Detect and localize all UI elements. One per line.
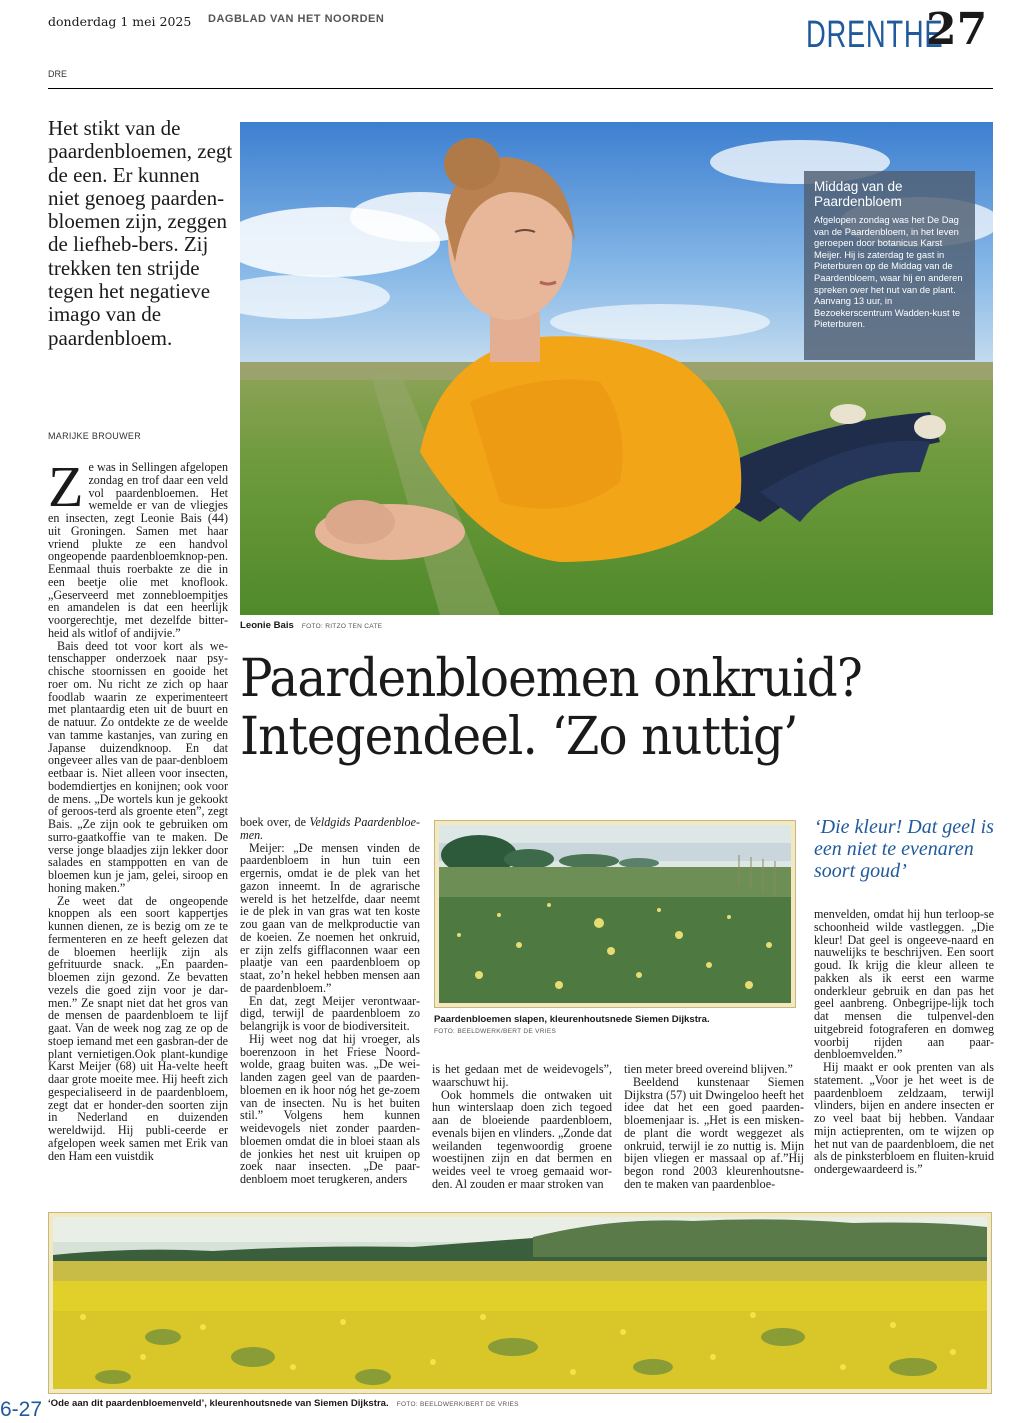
paragraph: Ze weet dat de ongeopende knoppen als een soort kappertjes kunnen dienen, ze is bezig om ze te fermenteren en ze heeft gelezen dat de bloemen heerlijk zijn als gefrituurde snack. „En paarden-bloemen zijn gezond. Ze bevatten vezels die goed zijn voor je dar-men.” Ze snapt niet dat het gros van de mensen de paardenbloem te lijf gaat. Van de week nog zag ze op de stoep iemand met een gasbran-der de plant vernietigen.Ook plant-kundige Karst Meijer (68) uit Ha-velte heeft daar grote moeite mee. Hij heeft zich gespecialiseerd in de paardenbloem, zegt dat er honder-den soorten zijn in Nederland en duizenden wereldwijd. Hij publi-ceerde er afgelopen week samen met Erik van den Ham een vuistdik <box>48 893 228 1163</box>
photo-credit: FOTO: BEELDWERK/BERT DE VRIES <box>396 1401 519 1408</box>
page-number: 27 <box>926 4 988 55</box>
caption-text: Paardenbloemen slapen, kleurenhoutsnede Siemen Dijkstra. <box>434 1014 710 1025</box>
paragraph: Meijer: „De mensen vinden de paardenbloem in hun tuin een ergernis, omdat ie de plek van het gazon inneemt. In de agrarische wereld is het hetzelfde, daar neemt ie de plek in van gras wat ten koste zou gaan van de melkproductie van de koeien. Ze noemen het onkruid, er zijn zelfs gifflaconnen waar een plaatje van een paardenbloem op staat, zo’n hekel hebben mensen aan de paardenbloem.” <box>240 840 420 995</box>
paragraph: Beeldend kunstenaar Siemen Dijkstra (57) uit Dwingeloo heeft het idee dat het een goed paarden-bloemenjaar is. „Het is een misken-de plant die wordt weggezet als onkruid, terwijl ie zo nuttig is. Mijn bijen vliegen er massaal op af.”Hij begon rond 2003 kleurenhoutsne-den te maken van paardenbloe- <box>624 1074 804 1191</box>
region-code: DRE <box>48 69 68 79</box>
sidebar-box <box>804 171 975 360</box>
photo-credit: FOTO: RITZO TEN CATE <box>301 623 383 630</box>
paragraph: e was in Sellingen afgelopen zondag en trof daar een veld vol paardenbloemen. Het wemelde er van de vliegjes en insecten, zegt Leonie Bais (44) uit Groningen. Samen met haar vriend plukte ze een handvol ongeopende paardenbloemknop-pen. Eenmaal thuis roerbakte ze die in een beetje olie met knoflook. „Geserveerd met zonnebloempitjes en amandelen is dat een heerlijk voorgerechtje, met dezelfde bitter-heid als witlof of andijvie.” <box>48 460 228 640</box>
photo-credit: FOTO: BEELDWERK/BERT DE VRIES <box>434 1028 557 1035</box>
paragraph: is het gedaan met de weidevogels”, waarschuwt hij. <box>432 1062 612 1089</box>
woodcut1-caption <box>434 1014 804 1036</box>
headline-line-2: Integendeel. ‘Zo nuttig’ <box>240 707 798 767</box>
drop-cap: Z <box>48 454 84 519</box>
page-reference: 6-27 <box>0 1398 43 1421</box>
issue-date: donderdag 1 mei 2025 <box>48 14 192 29</box>
article-column-2 <box>240 816 420 1186</box>
paragraph: Bais deed tot voor kort als we-tenschapper onderzoek naar psy-chische stoornissen en gooide het roer om. Nu richt ze zich op haar foodlab waarin ze experimenteert met plantaardig eten uit de buurt en de natuur. Zo ontdekte ze de weelde van tamme kastanjes, van zuring en Japanse duizendknoop. En dat ongeveer alles van de paar-denbloem eetbaar is. Niet alleen voor insecten, bodemdiertjes en konijnen; ook voor de mens. „De wortels kun je gekookt of geroos-terd als groente eten”, zegt Bais. „Ze zijn ook te gebruiken om surro-gaatkoffie van te maken. De verse jonge blaadjes zijn lekker door salades en stamppotten en van de bloemen kun je jam, gelei, siroop en honing maken.” <box>48 638 228 895</box>
sidebar-title: Middag van de Paardenbloem <box>814 179 903 209</box>
woodcut2-caption <box>48 1398 748 1409</box>
paragraph: Hij weet nog dat hij vroeger, als boerenzoon in het Friese Noord-wolde, graag buiten was. „De wei-landen zagen geel van de paarden-bloemen en ik hoor nóg het ge-zoem van de insecten. Nu is het buiten stil.” Volgens hem kunnen weidevogels niet zonder paarden-bloemen omdat die in bloei staan als de jonkies het nest uit kruipen op zoek naar insecten. „De paar-denbloem moet terugkeren, anders <box>240 1031 420 1186</box>
newspaper-brand: DAGBLAD VAN HET NOORDEN <box>208 13 385 25</box>
woodcut-dandelion-field-panorama <box>48 1212 992 1394</box>
article-column-3 <box>432 1063 612 1191</box>
paragraph: Ook hommels die ontwaken uit hun winterslaap doen zich tegoed aan de bloeiende paardenbloem, evenals bijen en vlinders. „Zonde dat weilanden tegenwoordig groene woestijnen zijn en dat bermen en weides veel te vroeg gemaaid wor-den. Al zouden er maar stroken van <box>432 1087 613 1191</box>
caption-name: Leonie Bais <box>240 620 294 631</box>
paragraph: En dat, zegt Meijer verontwaar-digd, terwijl de paardenbloem zo belangrijk is voor de biodiversiteit. <box>240 993 420 1033</box>
paragraph: Hij maakt er ook prenten van als statement. „Voor je het weet is de paardenbloem zeldzaam, terwijl vlinders, bijen en andere insecten er zo veel baat bij hebben. Vandaar mijn actieprenten, om te wijzen op het nut van de paardenbloem, die net als de pinksterbloem en fluiten-kruid ondergewaardeerd is.” <box>814 1060 994 1176</box>
pull-quote: ‘Die kleur! Dat geel is een niet te evenaren soort goud’ <box>814 816 994 882</box>
sidebar-text: Afgelopen zondag was het De Dag van de Paardenbloem, in het leven geroepen door botanicus Karst Meijer. Hij is zaterdag te gast in Pieterburen op de Middag van de Paardenbloem, waar hij en anderen spreken over het nut van de plant. Aanvang 13 uur, in Bezoekerscentrum Wadden-kust te Pieterburen. <box>814 214 963 330</box>
article-column-1 <box>48 454 228 1163</box>
woodcut-sleeping-dandelions <box>434 820 796 1008</box>
article-column-5 <box>814 908 994 1176</box>
article-column-4 <box>624 1063 804 1191</box>
paragraph: tien meter breed overeind blijven.” <box>624 1062 793 1076</box>
paragraph: menvelden, omdat hij hun terloop-se schoonheid wilde vastleggen. „Die kleur! Dat geel is ongeeve-naard en nauwelijks te beschrijven. Een soort goud. Ik krijg die kleur alleen te pakken als ik eerst een warme onderkleur gebruik en dan pas het geel aanbreng. Onbegrijpe-lijk toch dat mensen die tulpenvel-den uitgebreid fotograferen en domweg voorbij rijden aan paar-denbloemvelden.” <box>814 907 994 1062</box>
section-title: DRENTHE <box>806 14 944 56</box>
byline: MARIJKE BROUWER <box>48 431 142 441</box>
header-rule <box>48 88 993 89</box>
headline <box>240 650 947 766</box>
article-intro: Het stikt van de paardenbloemen, zegt de een. Er kunnen niet genoeg paarden-bloemen zijn, zeggen de liefheb-bers. Zij trekken ten strijde tegen het negatieve imago van de paardenbloem. <box>48 116 233 350</box>
headline-line-1: Paardenbloemen onkruid? <box>240 649 862 709</box>
main-photo-caption <box>240 620 382 631</box>
caption-text: ‘Ode aan dit paardenbloemenveld’, kleurenhoutsnede van Siemen Dijkstra. <box>48 1398 389 1409</box>
paragraph: boek over, de Veldgids Paardenbloe-men. <box>240 815 420 842</box>
